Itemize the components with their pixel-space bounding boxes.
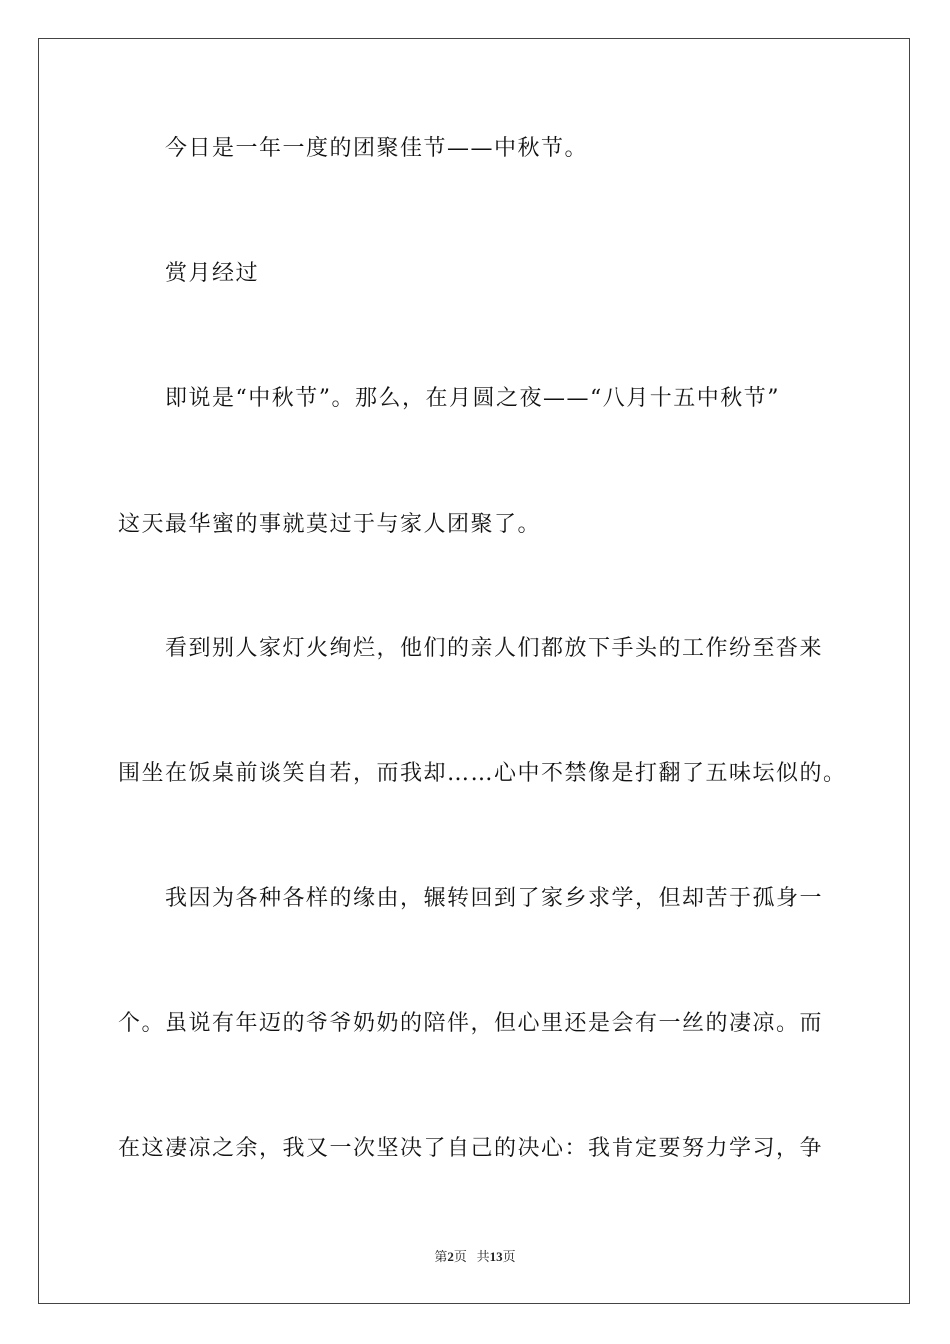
paragraph-line: 围坐在饭桌前谈笑自若，而我却……心中不禁像是打翻了五味坛似的。 bbox=[118, 761, 847, 786]
page-number: 2 bbox=[447, 1249, 454, 1264]
paragraph-line: 看到别人家灯火绚烂，他们的亲人们都放下手头的工作纷至沓来 bbox=[165, 636, 824, 661]
page-footer bbox=[0, 1246, 950, 1265]
page-prefix: 第 bbox=[434, 1249, 448, 1264]
paragraph-line: 个。虽说有年迈的爷爷奶奶的陪伴，但心里还是会有一丝的凄凉。而 bbox=[118, 1011, 824, 1036]
paragraph-line: 这天最华蜜的事就莫过于与家人团聚了。 bbox=[118, 512, 542, 537]
paragraph-line: 今日是一年一度的团聚佳节——中秋节。 bbox=[165, 136, 589, 161]
total-prefix: 共 bbox=[476, 1249, 490, 1264]
page-border bbox=[38, 38, 910, 1304]
paragraph-line: 我因为各种各样的缘由，辗转回到了家乡求学，但却苦于孤身一 bbox=[165, 886, 824, 911]
paragraph-line: 即说是“中秋节”。那么，在月圆之夜——“八月十五中秋节” bbox=[165, 386, 780, 411]
page-suffix: 页 bbox=[453, 1249, 467, 1264]
total-suffix: 页 bbox=[502, 1249, 516, 1264]
paragraph-line: 在这凄凉之余，我又一次坚决了自己的决心：我肯定要努力学习，争 bbox=[118, 1136, 824, 1161]
total-pages: 13 bbox=[489, 1249, 503, 1264]
section-heading: 赏月经过 bbox=[165, 261, 260, 286]
